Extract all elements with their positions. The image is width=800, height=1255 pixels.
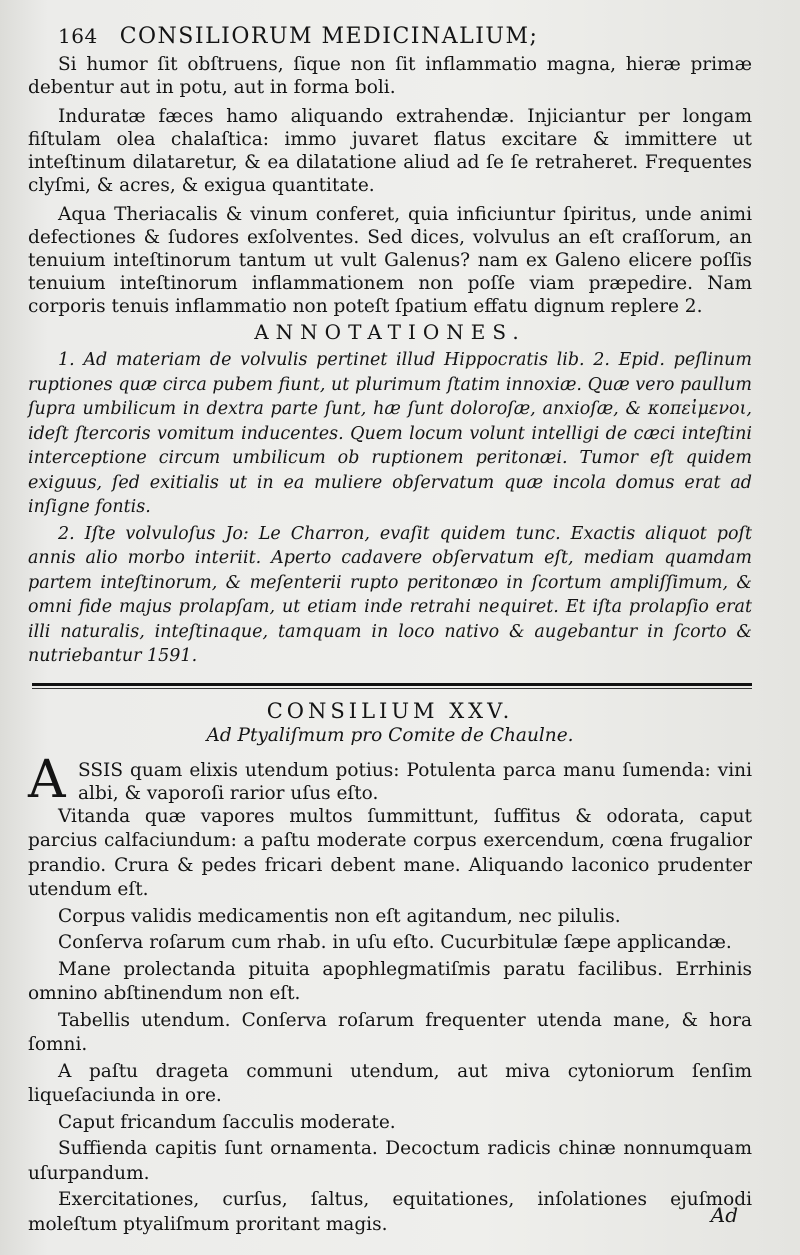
first-paragraph-text: SSIS quam elixis utendum potius: Potulenta parca manu ſumenda: vini albi, & vaporoſi rarior uſus eſto. bbox=[78, 759, 752, 804]
consilium-title: CONSILIUM XXV. bbox=[266, 698, 514, 723]
body-paragraph: Induratæ fæces hamo aliquando extrahendæ. Injiciantur per longam fiſtulam olea chalaſtica: immo juvaret flatus excitare & immittere ut inteſtinum dilataretur, & ea dilatatione aliud ad ſe ſe retraheret. Frequentes clyſmi, & acres, & exigua quantitate. bbox=[28, 106, 752, 196]
body-paragraph: Aqua Theriacalis & vinum conferet, quia inficiuntur ſpiritus, unde animi defectiones & ſudores exſolventes. Sed dices, volvulus an eſt craſſorum, an tenuium inteſtinorum tantum ut vult Galenus? nam ex Galeno elicere poſſis tenuium inteſtinorum inflammationem non poſſe viam præpedire. Nam corporis tenuis inflammatio non poteſt ſpatium effatu dignum replere 2. bbox=[28, 204, 752, 317]
consilium-text bbox=[28, 749, 752, 1238]
consilium-paragraph: Caput fricandum ſacculis moderate. bbox=[58, 1111, 396, 1133]
consilium-paragraph: Mane prolectanda pituita apophlegmatiſmis paratu facilibus. Errhinis omnino abſtinendum non eſt. bbox=[28, 958, 752, 1004]
consilium-paragraph: Suffienda capitis ſunt ornamenta. Decoctum radicis chinæ nonnumquam uſurpandum. bbox=[28, 1138, 752, 1184]
consilium-subtitle: Ad Ptyaliſmum pro Comite de Chaulne. bbox=[206, 724, 574, 746]
catchword: Ad bbox=[710, 1203, 738, 1227]
consilium-paragraph: Conſerva roſarum cum rhab. in uſu eſto. Cucurbitulæ ſæpe applicandæ. bbox=[58, 932, 732, 953]
annotations-heading: ANNOTATIONES. bbox=[254, 320, 526, 344]
annotations-section bbox=[28, 348, 752, 669]
annotation-paragraph: 2. Iſte volvuloſus Jo: Le Charron, evaſit quidem tunc. Exactis aliquot poſt annis alio morbo interiit. Aperto cadavere obſervatum eſt, mediam quamdam partem inteſtinorum, & meſenterii rupto peritonæo in ſcortum ampliſſimum, & omni fide majus prolapſam, ut etiam inde retrahi nequiret. Et iſta prolapſio erat illi naturalis, inteſtinaque, tamquam in loco nativo & augebantur in ſcorto & nutriebantur 1591. bbox=[28, 523, 752, 666]
running-head: CONSILIORUM MEDICINALIUM; bbox=[119, 24, 539, 49]
consilium-paragraph: Exercitationes, curſus, ſaltus, equitationes, inſolationes ejuſmodi moleſtum ptyaliſmum proritant magis. bbox=[28, 1189, 752, 1235]
consilium-paragraph: Corpus validis medicamentis non eſt agitandum, nec pilulis. bbox=[58, 905, 621, 927]
consilium-paragraph: Vitanda quæ vapores multos ſummittunt, ſuffitus & odorata, caput parcius calfaciundum: a paſtu moderate corpus exercendum, cœna frugalior prandio. Crura & pedes fricari debent mane. Aliquando laconico prudenter utendum eſt. bbox=[28, 805, 752, 900]
main-text bbox=[28, 53, 752, 318]
page-header bbox=[58, 24, 752, 49]
drop-cap: A bbox=[28, 749, 66, 810]
body-paragraph: Si humor ſit obſtruens, ſique non ſit inflammatio magna, hieræ primæ debentur aut in potu, aut in forma boli. bbox=[28, 54, 752, 98]
consilium-first-paragraph bbox=[28, 749, 752, 810]
section-rule-thin bbox=[32, 688, 752, 689]
consilium-paragraph: Tabellis utendum. Conſerva roſarum frequenter utenda mane, & hora ſomni. bbox=[28, 1009, 752, 1055]
section-rule bbox=[32, 683, 752, 686]
consilium-paragraph: A paſtu drageta communi utendum, aut miva cytoniorum ſenſim liqueſaciunda in ore. bbox=[28, 1060, 752, 1106]
annotation-paragraph: 1. Ad materiam de volvulis pertinet illud Hippocratis lib. 2. Epid. peſlinum ruptiones quæ circa pubem fiunt, ut plurimum ſtatim innoxiæ. Quæ vero paullum ſupra umbilicum in dextra parte ſunt, hæ ſunt doloroſæ, anxioſæ, & κοπεἰμενοι, ideſt ſtercoris vomitum inducentes. Quem locum volunt intelligi de cæci inteſtini interceptione circum umbilicum ob ruptionem peritonæi. Tumor eſt quidem exiguus, ſed exitialis ut in ea muliere obſervatum quæ incola domus erat ad inſigne fontis. bbox=[28, 350, 752, 517]
page-number: 164 bbox=[58, 24, 98, 48]
